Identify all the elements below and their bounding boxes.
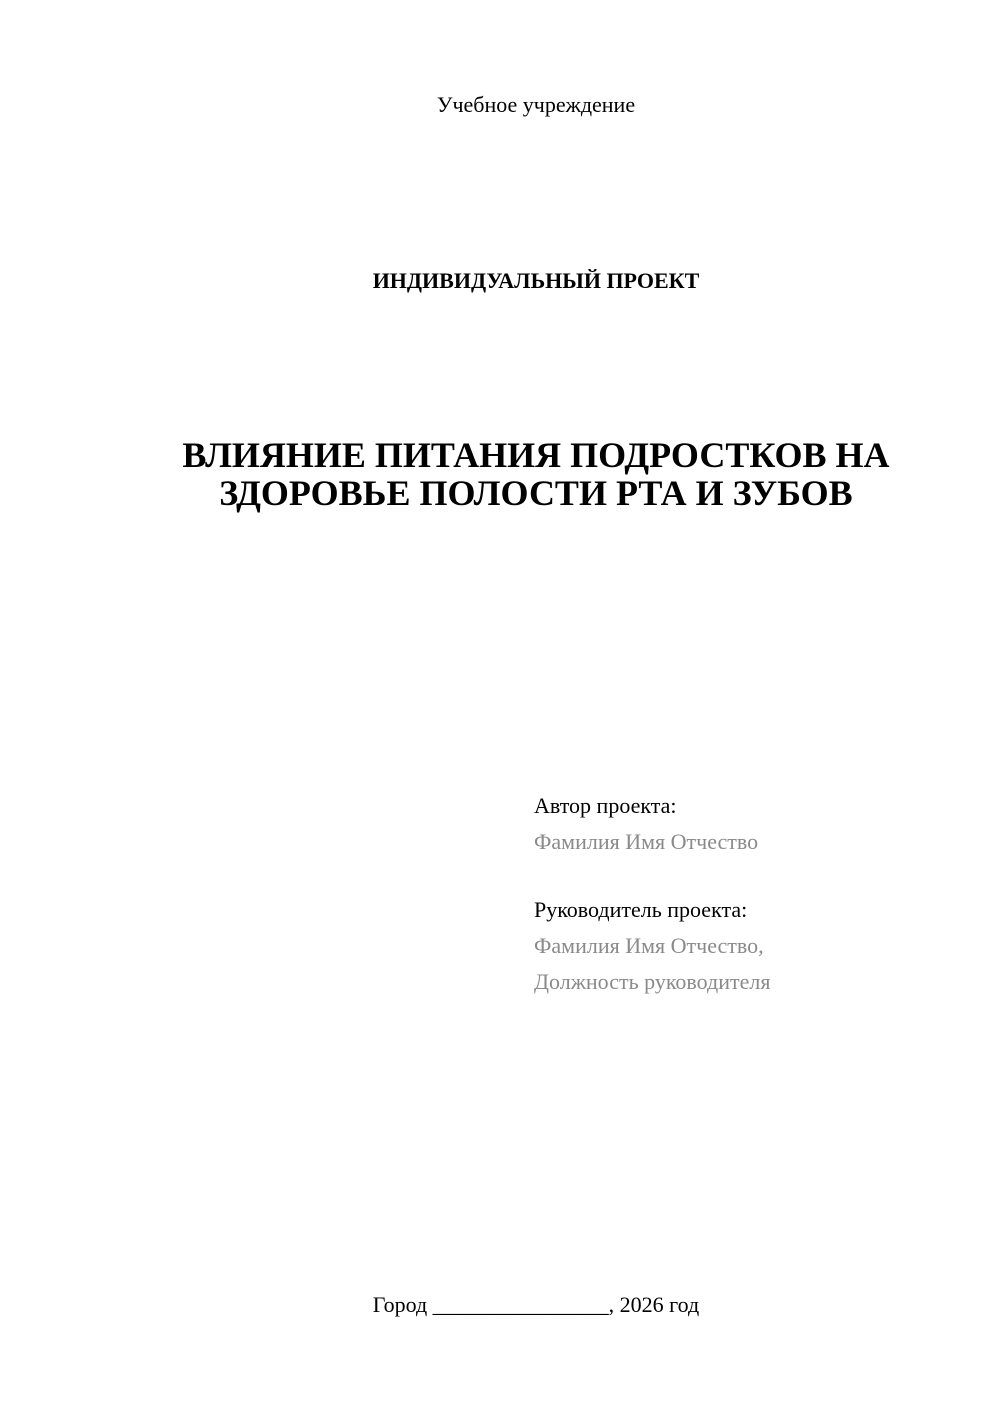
supervisor-label: Руководитель проекта: xyxy=(534,897,748,922)
document-title-line-1: ВЛИЯНИЕ ПИТАНИЯ ПОДРОСТКОВ НА xyxy=(182,435,890,475)
author-name: Фамилия Имя Отчество xyxy=(534,829,759,854)
supervisor-name: Фамилия Имя Отчество, xyxy=(534,933,764,958)
document-type: ИНДИВИДУАЛЬНЫЙ ПРОЕКТ xyxy=(372,268,700,293)
author-label: Автор проекта: xyxy=(534,793,677,818)
document-title-line-2: ЗДОРОВЬЕ ПОЛОСТИ РТА И ЗУБОВ xyxy=(219,473,853,513)
credits-spacer xyxy=(534,860,974,892)
institution-name: Учебное учреждение xyxy=(436,92,636,117)
city-year-footer: Город ________________, 2026 год xyxy=(372,1292,700,1317)
credits-block xyxy=(534,788,974,1000)
supervisor-position: Должность руководителя xyxy=(534,969,771,994)
document-title xyxy=(150,436,922,512)
